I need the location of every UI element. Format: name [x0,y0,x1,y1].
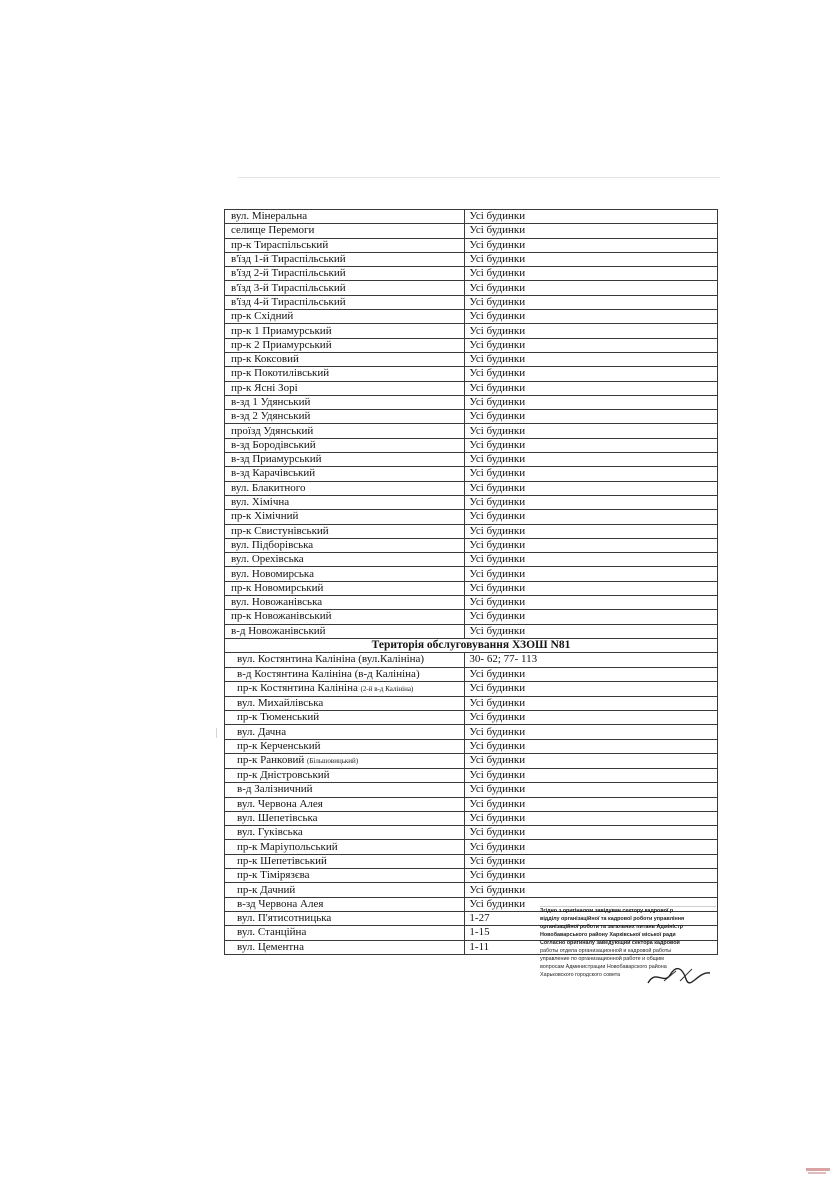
street-name: вул. Дачна [237,725,287,738]
table-row [225,610,718,624]
street-cell [225,267,465,281]
table-row [225,453,718,467]
stamp-line: управление по организационной работе и общим [540,956,664,962]
houses-cell: 30- 62; 77- 113 [465,653,718,667]
table-row [225,281,718,295]
houses-cell: Усі будинки [465,338,718,352]
table-row [225,338,718,352]
street-cell [225,295,465,309]
stamp-line: работы отдела организационной и кадровой работы [540,948,672,954]
street-name: в-зд 1 Удянський [231,396,311,408]
houses-cell: 1-15 [465,926,718,940]
street-cell [225,897,465,911]
street-name: вул. Станційна [237,926,307,939]
street-name: пр-к Коксовий [231,353,299,366]
street-cell [225,238,465,252]
signature-scribble [646,965,712,987]
houses-cell: Усі будинки [465,768,718,782]
table-row [225,653,718,667]
houses-cell: Усі будинки [465,783,718,797]
stamp-line: Согласно оригиналу заведующий сектора кадровой [540,940,680,946]
street-cell [225,381,465,395]
section-heading-row [225,638,718,652]
houses-cell: Усі будинки [465,295,718,309]
street-name: вул. Орехівська [231,553,304,566]
street-name: пр-к Новомирський [231,581,324,594]
street-name: пр-к 2 Приамурський [231,338,332,351]
table-row [225,367,718,381]
houses-cell: Усі будинки [465,467,718,481]
houses-cell: Усі будинки [465,210,718,224]
houses-cell: Усі будинки [465,495,718,509]
street-name: в-зд Червона Алея [237,897,324,910]
houses-cell: Усі будинки [465,410,718,424]
table-row [225,224,718,238]
street-cell [225,367,465,381]
street-cell [225,681,465,696]
houses-cell: Усі будинки [465,840,718,854]
street-name: в'їзд 2-й Тираспільський [231,267,346,280]
street-name: вул. Михайлівська [237,696,324,709]
street-name: вул. Костянтина Калініна (вул.Калініна) [237,653,425,666]
street-name: пр-к Тираспільський [231,238,329,251]
street-cell [225,940,465,954]
street-name: пр-к 1 Приамурський [231,324,332,337]
street-name: вул. Мінеральна [231,210,308,223]
table-row [225,210,718,224]
houses-cell: Усі будинки [465,367,718,381]
table-row [225,410,718,424]
street-cell [225,210,465,224]
street-cell [225,869,465,883]
street-cell [225,783,465,797]
street-cell [225,224,465,238]
street-name: в-д Залізничний [237,783,313,796]
table-row [225,238,718,252]
table-row [225,567,718,581]
street-cell [225,424,465,438]
houses-cell: Усі будинки [465,281,718,295]
street-note: (Більшовицький) [307,756,359,765]
street-cell [225,467,465,481]
street-cell [225,768,465,782]
table-row [225,438,718,452]
houses-cell: Усі будинки [465,395,718,409]
scan-artifact-line [238,177,720,178]
houses-cell: Усі будинки [465,481,718,495]
street-name: вул. Підборівська [231,538,314,551]
street-name: в-д Новожанівський [231,624,326,637]
street-cell [225,395,465,409]
street-cell [225,610,465,624]
table-row [225,467,718,481]
houses-cell: Усі будинки [465,567,718,581]
street-name: в-зд Карачівський [231,467,316,480]
street-cell [225,438,465,452]
street-name: вул. Новожанівська [231,596,323,609]
houses-cell: Усі будинки [465,252,718,266]
table-row [225,395,718,409]
houses-cell: Усі будинки [465,424,718,438]
table-row [225,696,718,710]
street-cell [225,653,465,667]
houses-cell: Усі будинки [465,711,718,725]
street-name: пр-к Костянтина Калініна [237,681,358,694]
houses-cell: Усі будинки [465,238,718,252]
street-cell [225,352,465,366]
street-cell [225,739,465,753]
street-cell [225,840,465,854]
street-name: пр-к Тімірязєва [237,869,310,882]
table-row [225,797,718,811]
table-row [225,725,718,739]
houses-cell: Усі будинки [465,624,718,638]
street-name: в-зд Бородівський [231,438,316,451]
street-cell [225,854,465,868]
houses-cell: Усі будинки [465,811,718,825]
table-row [225,252,718,266]
houses-cell: Усі будинки [465,681,718,696]
street-cell [225,553,465,567]
street-cell [225,753,465,768]
table-row [225,510,718,524]
stamp-line: Згідно з оригіналом завідувач сектору кадрової р [540,908,674,914]
houses-cell: Усі будинки [465,753,718,768]
street-cell [225,596,465,610]
table-row [225,596,718,610]
table-row [225,381,718,395]
street-name: вул. Хімічна [231,496,290,509]
table-row [225,267,718,281]
table-row [225,739,718,753]
street-name: в-зд 2 Удянський [231,410,311,423]
table-row [225,524,718,538]
street-cell [225,410,465,424]
street-name: в'їзд 1-й Тираспільський [231,253,346,266]
street-name: в-д Костянтина Калініна (в-д Калініна) [237,667,420,680]
table-row [225,840,718,854]
section-heading: Територія обслуговування ХЗОШ N81 [225,638,718,652]
stamp-line: організаційної роботи та загальних питань Адміністр [540,924,683,930]
table-row [225,753,718,768]
houses-cell: Усі будинки [465,897,718,911]
houses-cell: Усі будинки [465,610,718,624]
stamp-line: Новобаварського району Харківської міської ради [540,932,676,938]
street-cell [225,495,465,509]
houses-cell: Усі будинки [465,725,718,739]
stamp-line: відділу організаційної та кадрової роботи управління [540,916,685,922]
houses-cell: Усі будинки [465,797,718,811]
houses-cell: Усі будинки [465,696,718,710]
houses-cell: 1-11 [465,940,718,954]
street-cell [225,281,465,295]
houses-cell: Усі будинки [465,224,718,238]
street-name: вул. Гуківська [237,826,303,839]
table-row [225,768,718,782]
street-cell [225,538,465,552]
houses-cell: Усі будинки [465,739,718,753]
street-name: пр-к Дачний [237,883,296,896]
street-name: вул. Червона Алея [237,797,323,810]
houses-cell: Усі будинки [465,352,718,366]
table-row [225,711,718,725]
street-name: пр-к Маріупольський [237,840,338,853]
street-cell [225,338,465,352]
houses-cell: Усі будинки [465,581,718,595]
houses-cell: Усі будинки [465,310,718,324]
streets-table [224,209,718,955]
houses-cell: Усі будинки [465,667,718,681]
street-name: в'їзд 3-й Тираспільський [231,281,346,294]
certification-stamp [540,906,716,989]
table-row [225,324,718,338]
table-row [225,495,718,509]
street-cell [225,567,465,581]
table-row [225,481,718,495]
street-cell [225,725,465,739]
street-name: пр-к Східний [231,310,294,323]
street-name: пр-к Ясні Зорі [231,381,298,394]
houses-cell: Усі будинки [465,438,718,452]
street-cell [225,926,465,940]
table-row [225,424,718,438]
street-cell [225,481,465,495]
street-name: пр-к Ранковий [237,753,305,766]
stamp-line: Харьковского городского совета [540,972,621,978]
table-row [225,310,718,324]
houses-cell: 1-27 [465,911,718,925]
street-cell [225,797,465,811]
street-name: вул. П'ятисотницька [237,912,332,925]
street-cell [225,624,465,638]
houses-cell: Усі будинки [465,324,718,338]
street-cell [225,911,465,925]
table-row [225,681,718,696]
street-name: вул. Шепетівська [237,812,318,825]
houses-cell: Усі будинки [465,381,718,395]
houses-cell: Усі будинки [465,510,718,524]
table-row [225,352,718,366]
street-name: пр-к Шепетівський [237,854,327,867]
houses-cell: Усі будинки [465,524,718,538]
street-name: пр-к Новожанівський [231,610,332,623]
houses-cell: Усі будинки [465,553,718,567]
table-row [225,869,718,883]
corner-scan-mark [806,1166,830,1176]
street-note: (2-й в-д Калініна) [360,684,414,693]
table-row [225,826,718,840]
street-name: пр-к Хімічний [231,510,299,523]
street-name: пр-к Покотилівський [231,367,330,380]
table-row [225,667,718,681]
street-name: в-зд Приамурський [231,453,322,466]
table-row [225,581,718,595]
street-cell [225,252,465,266]
street-cell [225,510,465,524]
street-name: пр-к Тюменський [237,711,320,724]
street-cell [225,324,465,338]
table-row [225,883,718,897]
scan-speck [215,728,218,738]
street-cell [225,883,465,897]
street-cell [225,524,465,538]
houses-cell: Усі будинки [465,826,718,840]
table-row [225,624,718,638]
street-name: пр-к Керченський [237,739,321,752]
street-cell [225,811,465,825]
houses-cell: Усі будинки [465,453,718,467]
street-cell [225,711,465,725]
street-name: пр-к Дністровський [237,769,330,782]
stamp-line: вопросам Администрации Новобаварского района [540,964,667,970]
streets-table-body [225,210,718,955]
street-name: пр-к Свистунівський [231,524,329,537]
houses-cell: Усі будинки [465,854,718,868]
table-row [225,538,718,552]
houses-cell: Усі будинки [465,267,718,281]
street-name: вул. Блакитного [231,481,306,494]
table-row [225,854,718,868]
street-cell [225,310,465,324]
street-name: вул. Новомирська [231,567,314,580]
table-row [225,295,718,309]
street-name: вул. Цементна [237,940,304,953]
street-cell [225,667,465,681]
street-cell [225,453,465,467]
houses-cell: Усі будинки [465,538,718,552]
houses-cell: Усі будинки [465,596,718,610]
street-cell [225,826,465,840]
table-row [225,811,718,825]
street-name: селище Перемоги [231,224,315,237]
houses-cell: Усі будинки [465,883,718,897]
street-name: проїзд Удянський [231,424,314,437]
street-name: в'їзд 4-й Тираспільський [231,295,346,308]
street-cell [225,696,465,710]
street-cell [225,581,465,595]
table-row [225,783,718,797]
table-row [225,553,718,567]
houses-cell: Усі будинки [465,869,718,883]
